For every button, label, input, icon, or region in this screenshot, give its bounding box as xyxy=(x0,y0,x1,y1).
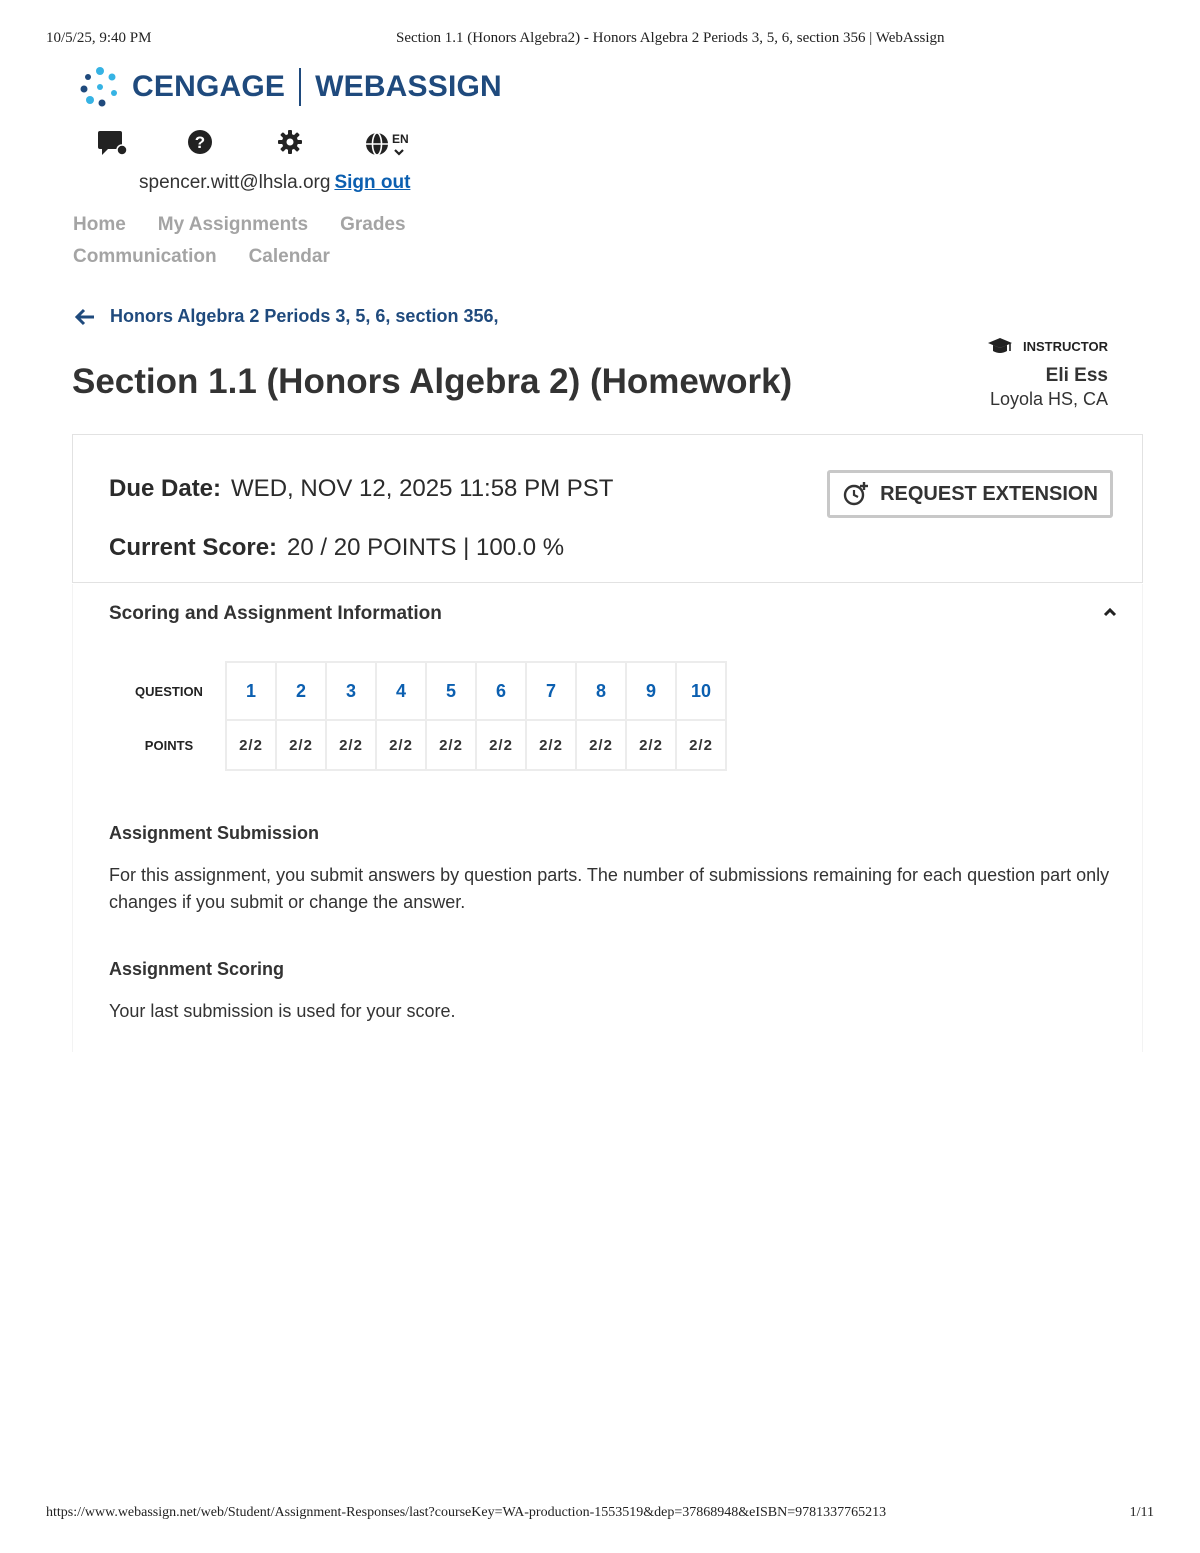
clock-plus-icon xyxy=(842,481,870,507)
print-document-title: Section 1.1 (Honors Algebra2) - Honors Algebra 2 Periods 3, 5, 6, section 356 | WebAssign xyxy=(396,30,945,46)
request-extension-label: REQUEST EXTENSION xyxy=(880,482,1098,505)
points-row xyxy=(113,720,726,770)
breadcrumb-course-name: Honors Algebra 2 Periods 3, 5, 6, section 356, xyxy=(110,306,499,326)
question-link[interactable]: 6 xyxy=(476,662,526,720)
graduation-cap-icon xyxy=(987,337,1013,355)
help-icon[interactable] xyxy=(186,128,214,161)
instructor-school: Loyola HS, CA xyxy=(989,389,1108,409)
points-cell: 2/2 xyxy=(326,720,376,770)
chevron-up-icon[interactable] xyxy=(1102,605,1118,623)
brand-divider xyxy=(299,68,301,106)
brand-webassign: WEBASSIGN xyxy=(315,70,502,103)
nav-grades[interactable]: Grades xyxy=(340,214,406,235)
submission-heading: Assignment Submission xyxy=(109,823,320,843)
language-selector[interactable] xyxy=(364,128,409,161)
points-cell: 2/2 xyxy=(476,720,526,770)
sign-out-link[interactable]: Sign out xyxy=(334,172,411,193)
question-link[interactable]: 3 xyxy=(326,662,376,720)
scoring-heading: Assignment Scoring xyxy=(109,959,285,979)
due-date-row xyxy=(109,475,613,503)
brand-cengage: CENGAGE xyxy=(132,70,286,103)
instructor-label: INSTRUCTOR xyxy=(1023,338,1108,354)
points-cell: 2/2 xyxy=(576,720,626,770)
scoring-info-panel xyxy=(72,584,1143,1052)
page-title: Section 1.1 (Honors Algebra 2) (Homework) xyxy=(72,362,793,401)
points-cell: 2/2 xyxy=(426,720,476,770)
question-link[interactable]: 7 xyxy=(526,662,576,720)
scoring-text: Your last submission is used for your score. xyxy=(109,1001,456,1021)
print-date: 10/5/25, 9:40 PM xyxy=(46,30,152,46)
current-score-value: 20 / 20 POINTS | 100.0 % xyxy=(287,534,565,561)
question-link[interactable]: 1 xyxy=(226,662,276,720)
points-cell: 2/2 xyxy=(676,720,726,770)
question-row xyxy=(113,662,726,720)
print-footer xyxy=(46,1505,1154,1525)
chevron-down-icon xyxy=(393,148,405,156)
submission-text: For this assignment, you submit answers by question parts. The number of submissions remaining for each question part only changes if you submit or change the answer. xyxy=(109,865,1110,912)
cengage-webassign-logo[interactable] xyxy=(78,64,502,110)
request-extension-button[interactable] xyxy=(827,470,1113,518)
nav-home[interactable]: Home xyxy=(73,214,126,235)
points-cell: 2/2 xyxy=(526,720,576,770)
current-score-label: Current Score: xyxy=(109,534,278,561)
question-link[interactable]: 8 xyxy=(576,662,626,720)
messages-icon[interactable] xyxy=(96,128,128,163)
question-row-label: QUESTION xyxy=(135,683,203,699)
points-row-label: POINTS xyxy=(144,737,194,753)
globe-icon xyxy=(364,128,392,156)
due-date-value: WED, NOV 12, 2025 11:58 PM PST xyxy=(231,475,614,502)
print-url: https://www.webassign.net/web/Student/Assignment-Responses/last?courseKey=WA-production-1553519&dep=37868948&eISBN=9781337765213 xyxy=(46,1505,887,1520)
settings-gear-icon[interactable] xyxy=(276,128,304,161)
arrow-left-icon xyxy=(74,307,96,327)
question-link[interactable]: 2 xyxy=(276,662,326,720)
question-link[interactable]: 4 xyxy=(376,662,426,720)
main-nav-row-2 xyxy=(73,246,362,268)
account-info xyxy=(139,172,410,194)
assignment-summary-card xyxy=(72,434,1143,583)
question-link[interactable]: 10 xyxy=(676,662,726,720)
nav-my-assignments[interactable]: My Assignments xyxy=(157,214,309,235)
question-link[interactable]: 9 xyxy=(626,662,676,720)
print-header xyxy=(46,30,1154,50)
scoring-panel-header[interactable]: Scoring and Assignment Information xyxy=(109,603,442,624)
points-cell: 2/2 xyxy=(626,720,676,770)
nav-calendar[interactable]: Calendar xyxy=(248,246,330,267)
print-page-number: 1/11 xyxy=(1129,1505,1154,1520)
instructor-name: Eli Ess xyxy=(1045,365,1108,386)
user-email: spencer.witt@lhsla.org xyxy=(139,172,331,193)
svg-text:?: ? xyxy=(194,133,206,152)
points-cell: 2/2 xyxy=(276,720,326,770)
current-score-row xyxy=(109,534,564,562)
nav-communication[interactable]: Communication xyxy=(73,246,217,267)
instructor-info xyxy=(987,337,1108,410)
question-link[interactable]: 5 xyxy=(426,662,476,720)
language-code: EN xyxy=(392,132,409,146)
breadcrumb-back-link[interactable] xyxy=(74,306,498,327)
main-nav-row-1 xyxy=(73,214,438,236)
points-cell: 2/2 xyxy=(226,720,276,770)
points-cell: 2/2 xyxy=(376,720,426,770)
due-date-label: Due Date: xyxy=(109,475,222,502)
question-points-table xyxy=(113,661,727,771)
cengage-logo-icon xyxy=(78,65,122,109)
